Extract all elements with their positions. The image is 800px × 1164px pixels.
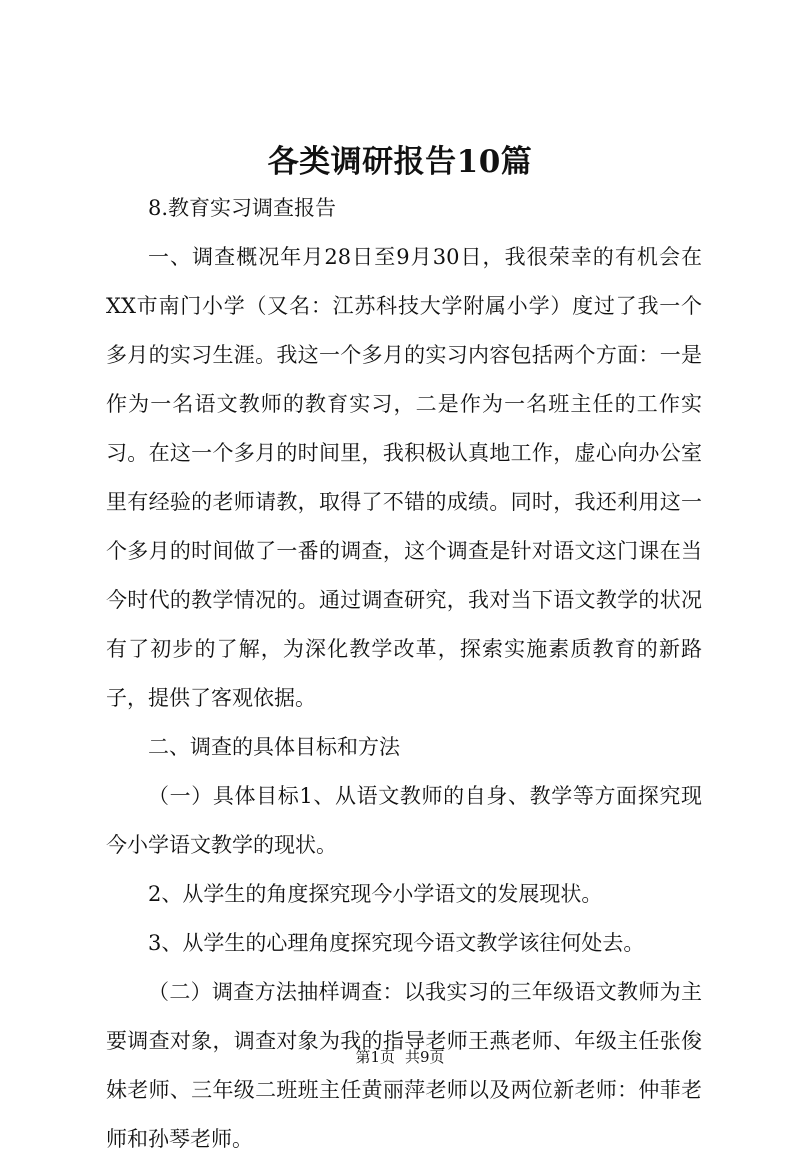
page-number: 第1页 (355, 1048, 395, 1066)
paragraph-goal-3: 3、从学生的心理角度探究现今语文教学该往何处去。 (148, 931, 645, 955)
paragraph-method: （二）调查方法抽样调查：以我实习的三年级语文教师为主要调查对象，调查对象为我的指导老师王燕老师、年级主任张俊妹老师、三年级二班班主任黄丽萍老师以及两位新老师：仲菲老师和孙琴老师。 (106, 980, 702, 1151)
page-footer (0, 1045, 800, 1069)
paragraph-goals: （一）具体目标1、从语文教师的自身、教学等方面探究现今小学语文教学的现状。 (106, 784, 702, 857)
document-body (106, 184, 702, 1164)
document-title: 各类调研报告10篇 (267, 144, 533, 180)
page-total: 共9页 (405, 1048, 445, 1066)
paragraph-goal-2: 2、从学生的角度探究现今小学语文的发展现状。 (148, 882, 603, 906)
section-heading: 二、调查的具体目标和方法 (148, 735, 400, 759)
section-heading: 8.教育实习调查报告 (148, 196, 337, 220)
paragraph-overview: 一、调查概况年月28日至9月30日，我很荣幸的有机会在XX市南门小学（又名：江苏科技大学附属小学）度过了我一个多月的实习生涯。我这一个多月的实习内容包括两个方面：一是作为一名语文教师的教育实习，二是作为一名班主任的工作实习。在这一个多月的时间里，我积极认真地工作，虚心向办公室里有经验的老师请教，取得了不错的成绩。同时，我还利用这一个多月的时间做了一番的调查，这个调查是针对语文这门课在当今时代的教学情况的。通过调查研究，我对当下语文教学的状况有了初步的了解，为深化教学改革，探索实施素质教育的新路子，提供了客观依据。 (106, 245, 702, 710)
